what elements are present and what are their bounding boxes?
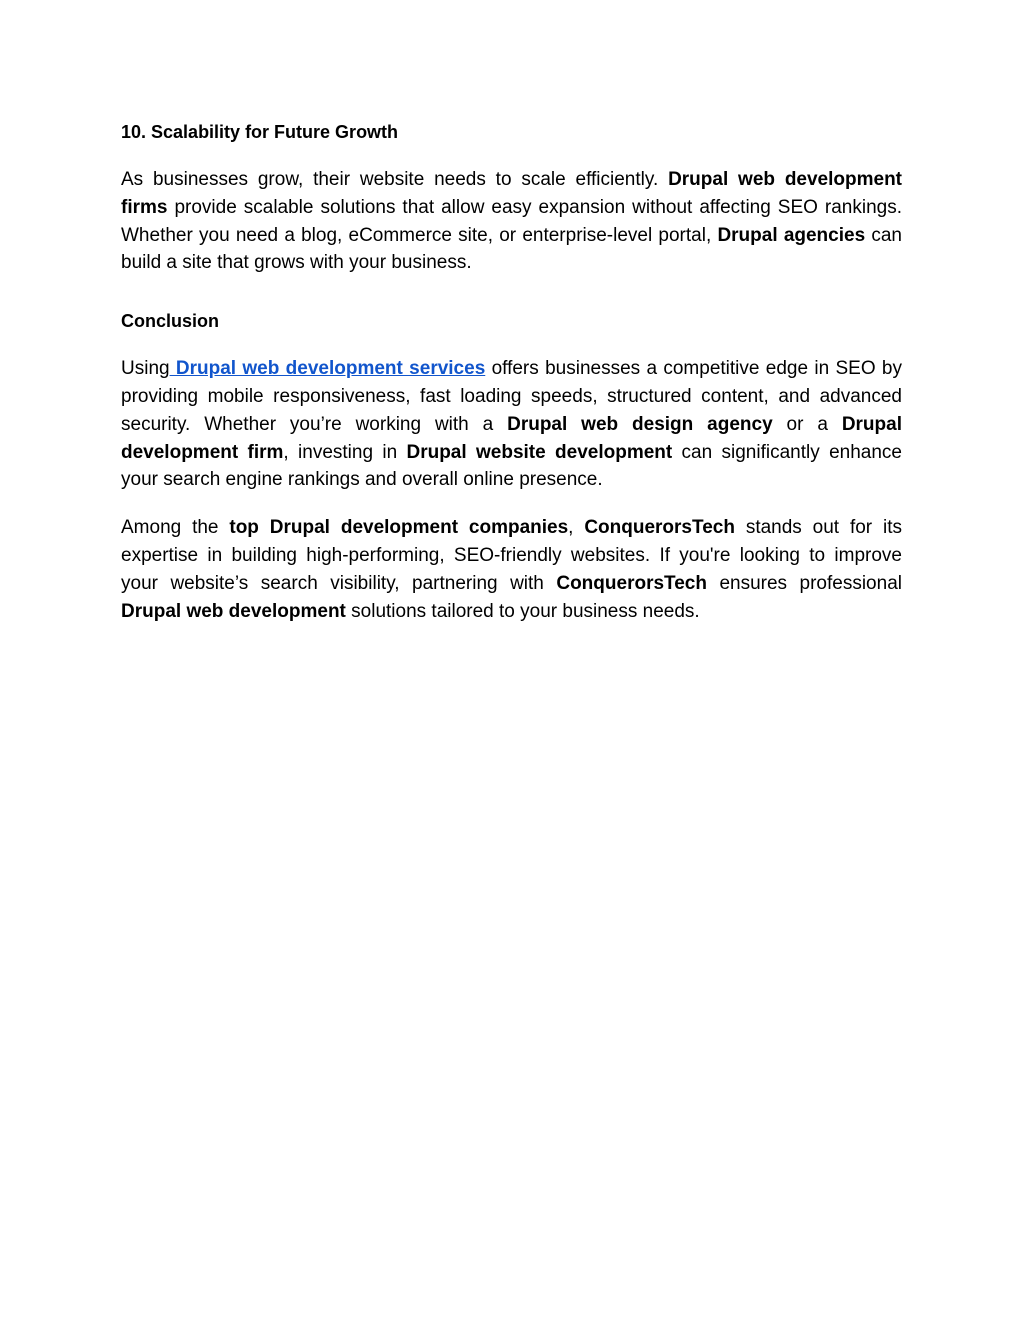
text-run: , investing in bbox=[283, 441, 407, 463]
text-run: , bbox=[568, 517, 585, 539]
text-run: solutions tailored to your business needs. bbox=[345, 600, 700, 622]
bold-phrase: Drupal web development firms bbox=[121, 169, 903, 218]
section-heading-scalability: 10. Scalability for Future Growth bbox=[121, 122, 399, 142]
text-run: As businesses grow, their website needs to scale efficiently. bbox=[121, 169, 669, 190]
bold-phrase: Drupal website development bbox=[406, 441, 673, 463]
section-heading-conclusion: Conclusion bbox=[121, 311, 219, 332]
bold-phrase: Drupal web development bbox=[121, 600, 346, 622]
document-page bbox=[121, 118, 902, 625]
text-run: Using bbox=[121, 358, 170, 380]
paragraph-conclusion-2 bbox=[121, 514, 902, 625]
text-run: provide scalable solutions that allow easy expansion without affecting SEO rankings. Whether you need a blog, eCommerce site, or enterprise-level portal, bbox=[121, 196, 902, 246]
text-run: can build a site that grows with your business. bbox=[121, 224, 902, 274]
bold-phrase: ConquerorsTech bbox=[556, 572, 707, 594]
drupal-services-link[interactable]: Drupal web development services bbox=[169, 358, 486, 380]
paragraph-conclusion-1 bbox=[121, 355, 902, 494]
text-run: offers businesses a competitive edge in SEO by providing mobile responsiveness, fast loading speeds, structured content, and advanced security. Whether you’re working with a bbox=[121, 358, 902, 435]
text-run: or a bbox=[772, 413, 842, 435]
text-run: ensures professional bbox=[706, 572, 902, 594]
bold-phrase: top Drupal development companies bbox=[229, 517, 569, 539]
text-run: can significantly enhance your search engine rankings and overall online presence. bbox=[121, 441, 902, 491]
bold-phrase: ConquerorsTech bbox=[584, 517, 735, 539]
text-run: stands out for its expertise in building high-performing, SEO-friendly websites. If you're looking to improve your website’s search visibility, partnering with bbox=[121, 517, 903, 594]
bold-phrase: Drupal development firm bbox=[121, 413, 902, 463]
bold-phrase: Drupal web design agency bbox=[507, 413, 773, 435]
text-run: Among the bbox=[121, 517, 230, 539]
paragraph-scalability bbox=[121, 166, 902, 277]
bold-phrase: Drupal agencies bbox=[717, 224, 866, 246]
